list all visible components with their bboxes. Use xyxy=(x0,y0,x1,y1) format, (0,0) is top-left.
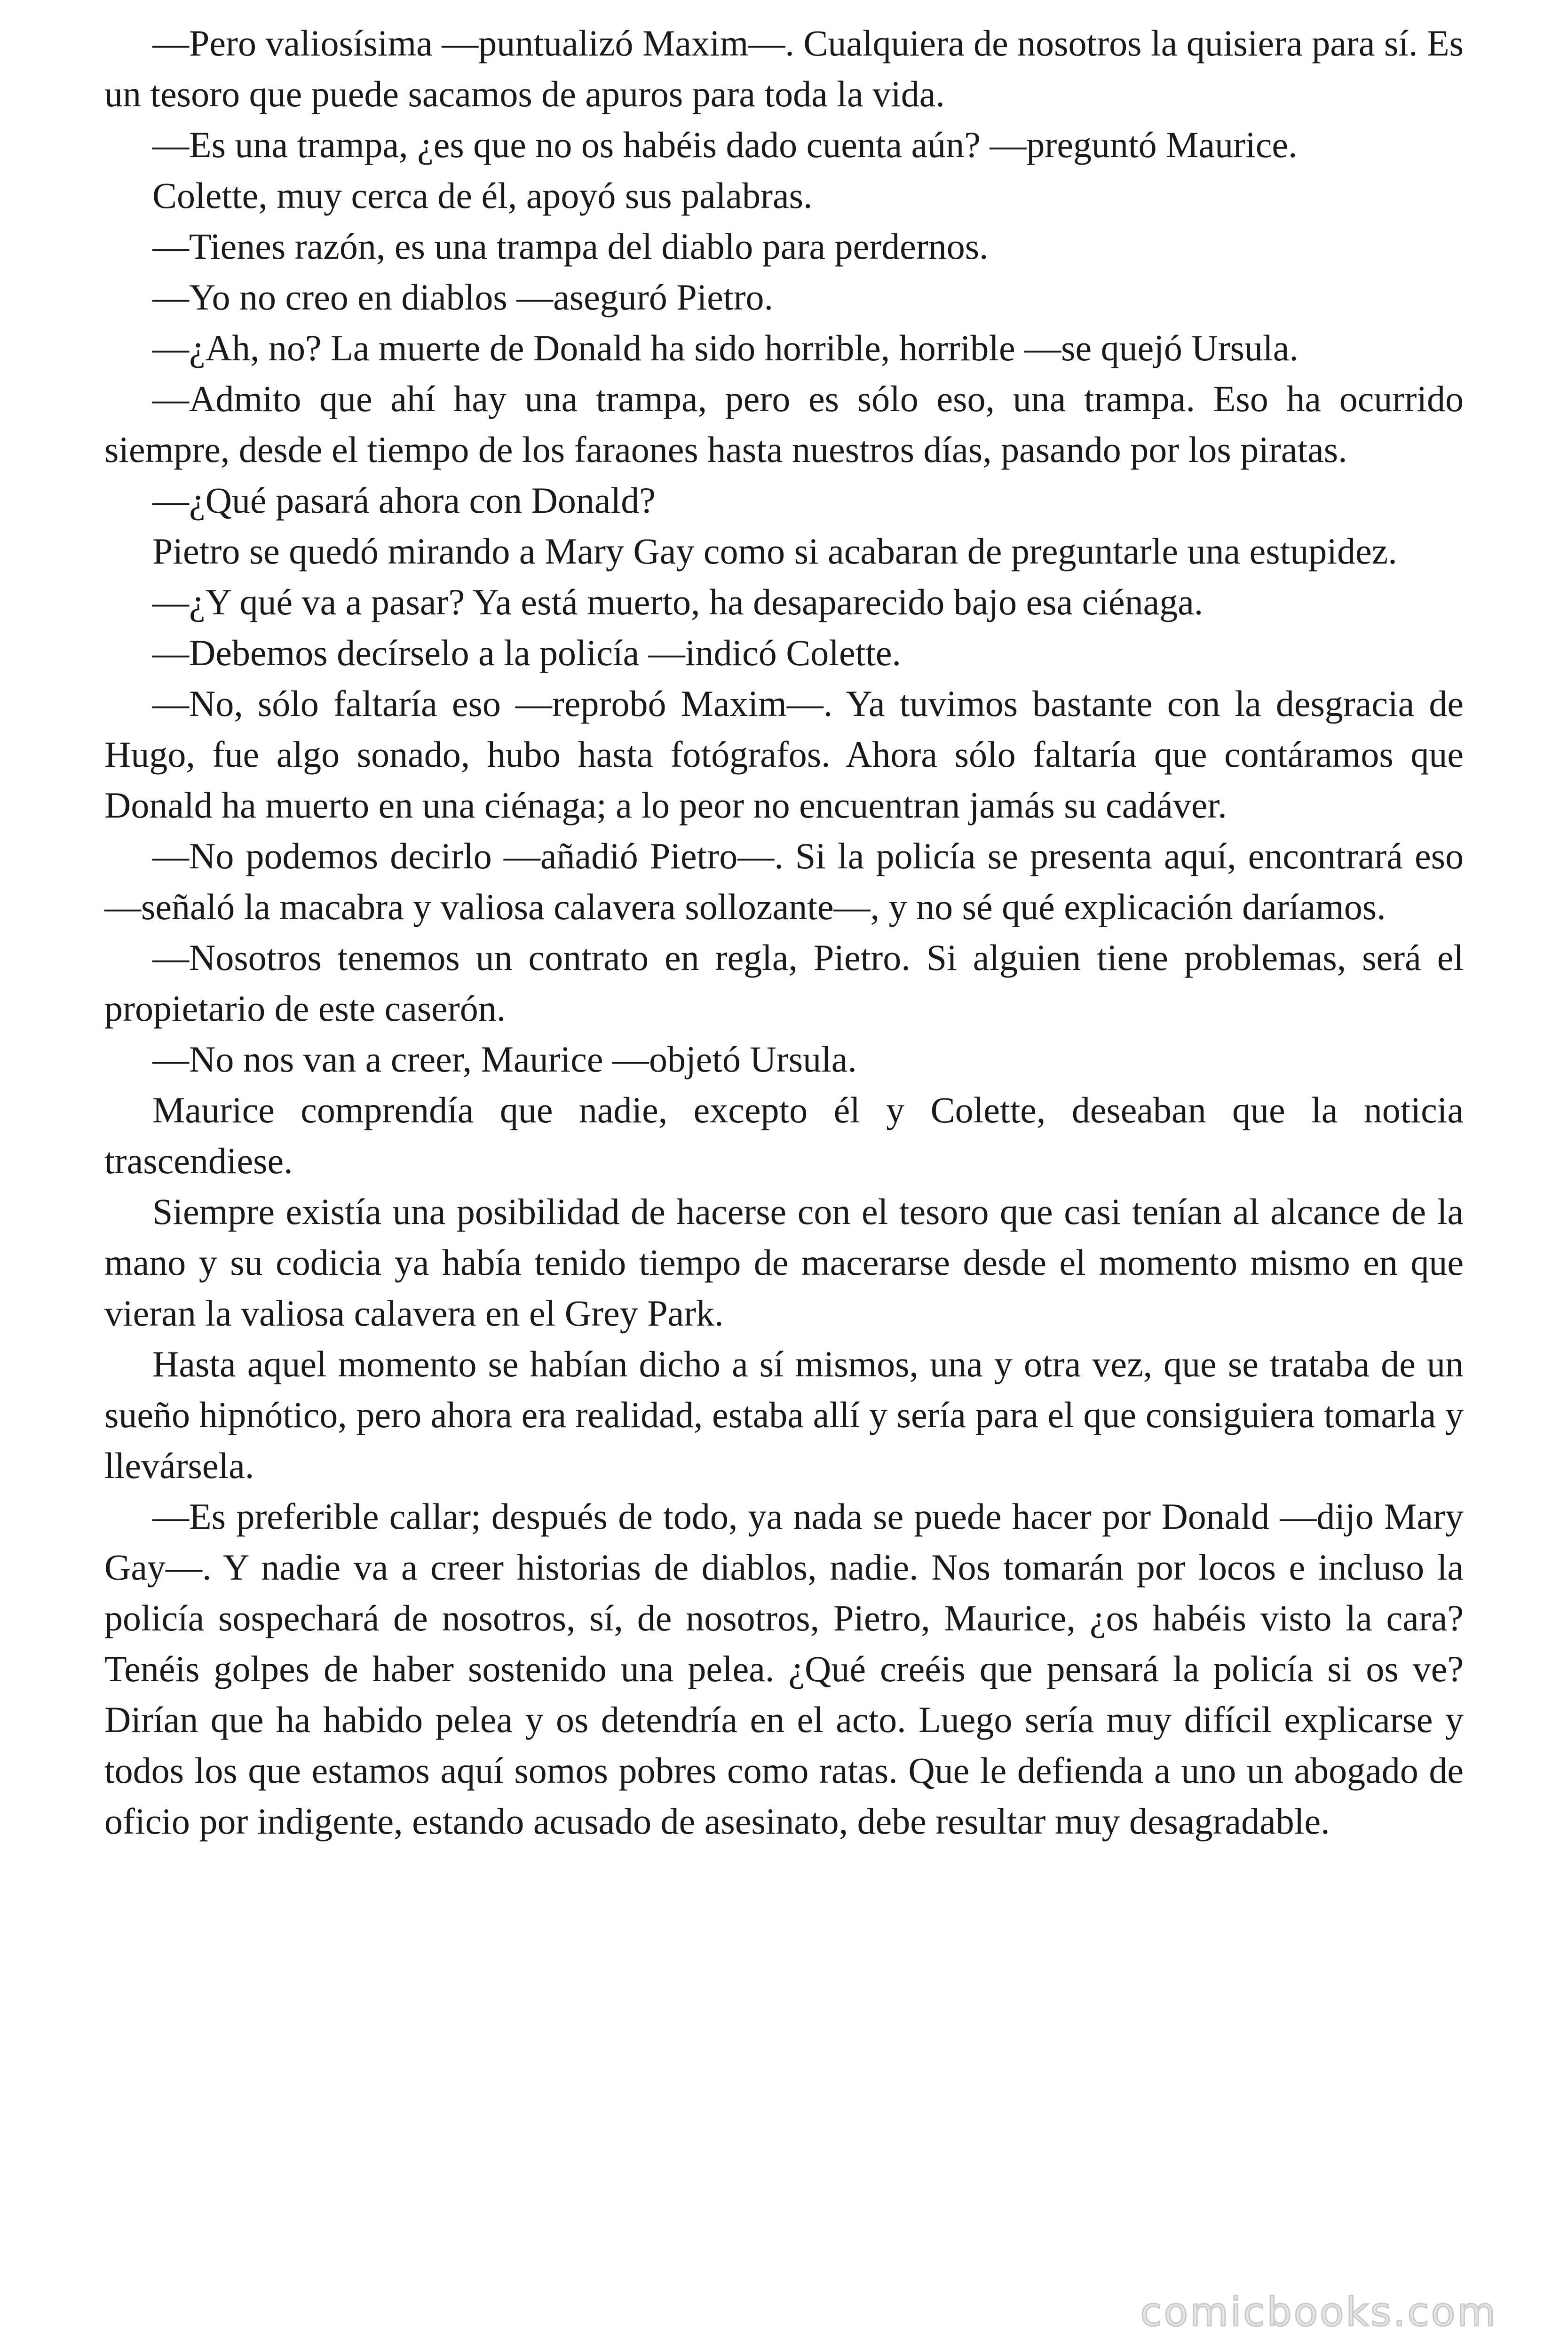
paragraph-8: —¿Qué pasará ahora con Donald? xyxy=(152,480,656,521)
paragraph-9: Pietro se quedó mirando a Mary Gay como si acabaran de preguntarle una estupidez. xyxy=(152,531,1397,572)
paragraph-6: —¿Ah, no? La muerte de Donald ha sido horrible, horrible —se quejó Ursula. xyxy=(152,327,1299,368)
paragraph-18: Hasta aquel momento se habían dicho a sí mismos, una y otra vez, que se trataba de un sueño hipnótico, pero ahora era realidad, estaba allí y sería para el que consiguiera tomarla y llevársela. xyxy=(104,1343,1464,1486)
paragraph-4: —Tienes razón, es una trampa del diablo para perdernos. xyxy=(152,226,989,267)
paragraph-15: —No nos van a creer, Maurice —objetó Ursula. xyxy=(152,1039,857,1080)
paragraph-3: Colette, muy cerca de él, apoyó sus palabras. xyxy=(152,175,813,216)
paragraph-1: —Pero valiosísima —puntualizó Maxim—. Cualquiera de nosotros la quisiera para sí. Es un tesoro que puede sacamos de apuros para toda la vida. xyxy=(104,23,1464,114)
paragraph-17: Siempre existía una posibilidad de hacerse con el tesoro que casi tenían al alcance de la mano y su codicia ya había tenido tiempo de macerarse desde el momento mismo en que vieran la valiosa calavera en el Grey Park. xyxy=(104,1191,1464,1334)
paragraph-2: —Es una trampa, ¿es que no os habéis dado cuenta aún? —preguntó Maurice. xyxy=(152,124,1298,165)
paragraph-16: Maurice comprendía que nadie, excepto él y Colette, deseaban que la noticia trascendiese. xyxy=(104,1089,1464,1181)
paragraph-7: —Admito que ahí hay una trampa, pero es sólo eso, una trampa. Eso ha ocurrido siempre, desde el tiempo de los faraones hasta nuestros días, pasando por los piratas. xyxy=(104,378,1464,470)
paragraph-13: —No podemos decirlo —añadió Pietro—. Si la policía se presenta aquí, encontrará eso —señaló la macabra y valiosa calavera sollozante—, y no sé qué explicación daríamos. xyxy=(104,835,1464,927)
paragraph-19: —Es preferible callar; después de todo, ya nada se puede hacer por Donald —dijo Mary Gay—. Y nadie va a creer historias de diablos, nadie. Nos tomarán por locos e incluso la policía sospechará de nosotros, sí, de nosotros, Pietro, Maurice, ¿os habéis visto la cara? Tenéis golpes de haber sostenido una pelea. ¿Qué creéis que pensará la policía si os ve? Dirían que ha habido pelea y os detendría en el acto. Luego sería muy difícil explicarse y todos los que estamos aquí somos pobres como ratas. Que le defienda a uno un abogado de oficio por indigente, estando acusado de asesinato, debe resultar muy desagradable. xyxy=(104,1496,1464,1842)
paragraph-14: —Nosotros tenemos un contrato en regla, Pietro. Si alguien tiene problemas, será el propietario de este caserón. xyxy=(104,937,1464,1029)
paragraph-5: —Yo no creo en diablos —aseguró Pietro. xyxy=(152,277,774,318)
body-text xyxy=(104,18,1464,1847)
paragraph-11: —Debemos decírselo a la policía —indicó Colette. xyxy=(152,632,902,673)
paragraph-10: —¿Y qué va a pasar? Ya está muerto, ha desaparecido bajo esa ciénaga. xyxy=(152,581,1204,622)
paragraph-12: —No, sólo faltaría eso —reprobó Maxim—. Ya tuvimos bastante con la desgracia de Hugo, fue algo sonado, hubo hasta fotógrafos. Ahora sólo faltaría que contáramos que Donald ha muerto en una ciénaga; a lo peor no encuentran jamás su cadáver. xyxy=(104,683,1464,826)
watermark: comicbooks.com xyxy=(1140,2289,1497,2335)
